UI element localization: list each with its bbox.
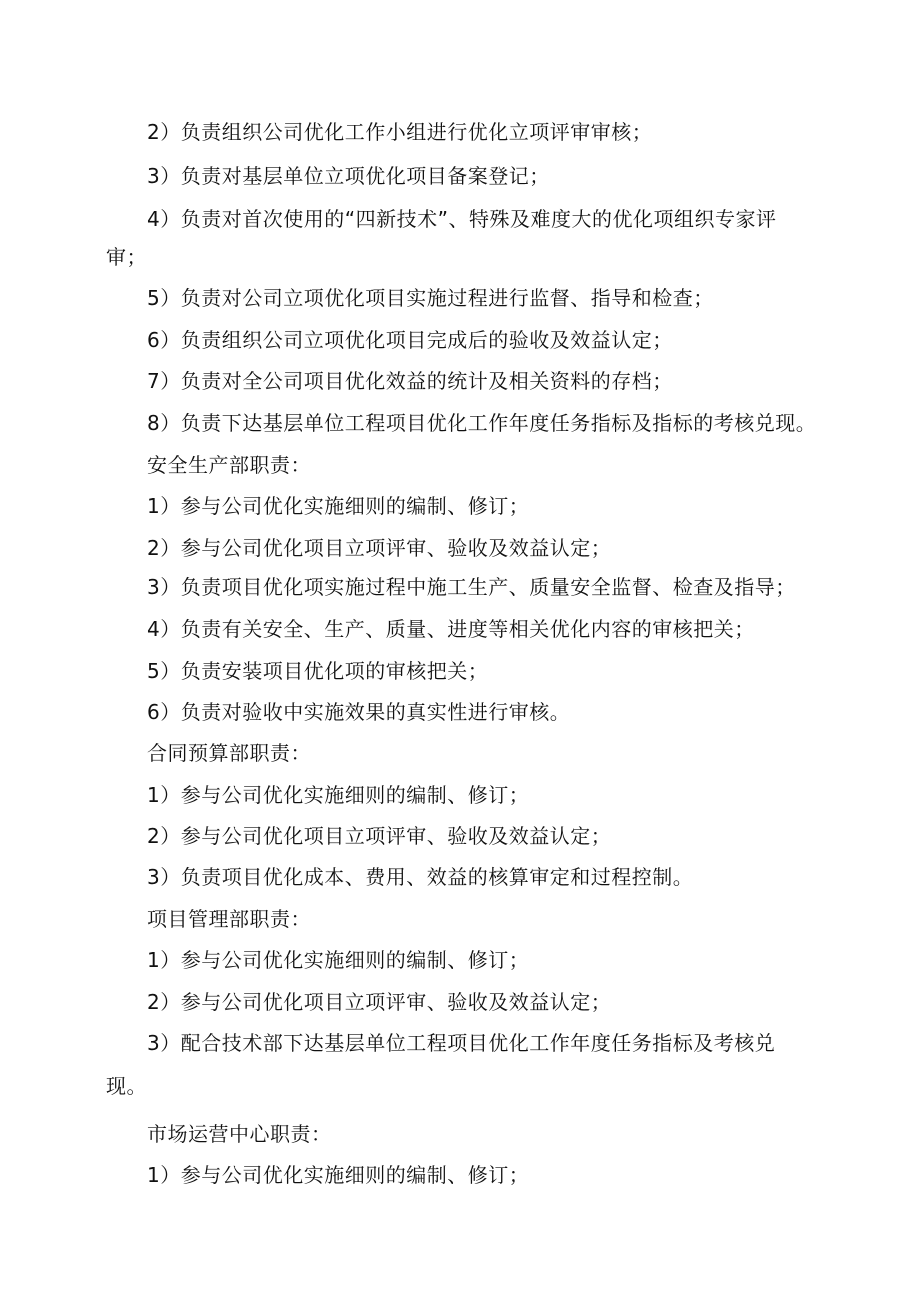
section-heading: 项目管理部职责： xyxy=(147,907,311,931)
paragraph-line: 4）负责对首次使用的“四新技术”、特殊及难度大的优化项组织专家评 xyxy=(147,207,777,231)
section-heading: 合同预算部职责： xyxy=(147,741,311,765)
paragraph-line: 3）配合技术部下达基层单位工程项目优化工作年度任务指标及考核兑 xyxy=(147,1031,776,1055)
paragraph-line: 7）负责对全公司项目优化效益的统计及相关资料的存档； xyxy=(147,369,673,393)
paragraph-line: 1）参与公司优化实施细则的编制、修订； xyxy=(147,494,530,518)
paragraph-line: 3）负责项目优化项实施过程中施工生产、质量安全监督、检查及指导； xyxy=(147,575,796,599)
section-heading: 安全生产部职责： xyxy=(147,453,311,477)
paragraph-line: 现。 xyxy=(106,1074,147,1098)
paragraph-line: 2）参与公司优化项目立项评审、验收及效益认定； xyxy=(147,990,612,1014)
paragraph-line: 1）参与公司优化实施细则的编制、修订； xyxy=(147,948,530,972)
paragraph-line: 6）负责组织公司立项优化项目完成后的验收及效益认定； xyxy=(147,328,673,352)
paragraph-line: 2）参与公司优化项目立项评审、验收及效益认定； xyxy=(147,536,612,560)
paragraph-line: 2）负责组织公司优化工作小组进行优化立项评审审核； xyxy=(147,120,653,144)
paragraph-line: 6）负责对验收中实施效果的真实性进行审核。 xyxy=(147,700,571,724)
paragraph-line: 1）参与公司优化实施细则的编制、修订； xyxy=(147,1163,530,1187)
paragraph-line: 2）参与公司优化项目立项评审、验收及效益认定； xyxy=(147,824,612,848)
paragraph-line: 8）负责下达基层单位工程项目优化工作年度任务指标及指标的考核兑现。 xyxy=(147,411,817,435)
paragraph-line: 4）负责有关安全、生产、质量、进度等相关优化内容的审核把关； xyxy=(147,617,755,641)
paragraph-line: 3）负责项目优化成本、费用、效益的核算审定和过程控制。 xyxy=(147,865,694,889)
paragraph-line: 3）负责对基层单位立项优化项目备案登记； xyxy=(147,164,550,188)
paragraph-line: 5）负责对公司立项优化项目实施过程进行监督、指导和检查； xyxy=(147,286,714,310)
paragraph-line: 审； xyxy=(106,245,147,269)
paragraph-line: 5）负责安装项目优化项的审核把关； xyxy=(147,659,489,683)
paragraph-line: 1）参与公司优化实施细则的编制、修订； xyxy=(147,783,530,807)
section-heading: 市场运营中心职责： xyxy=(147,1122,332,1146)
